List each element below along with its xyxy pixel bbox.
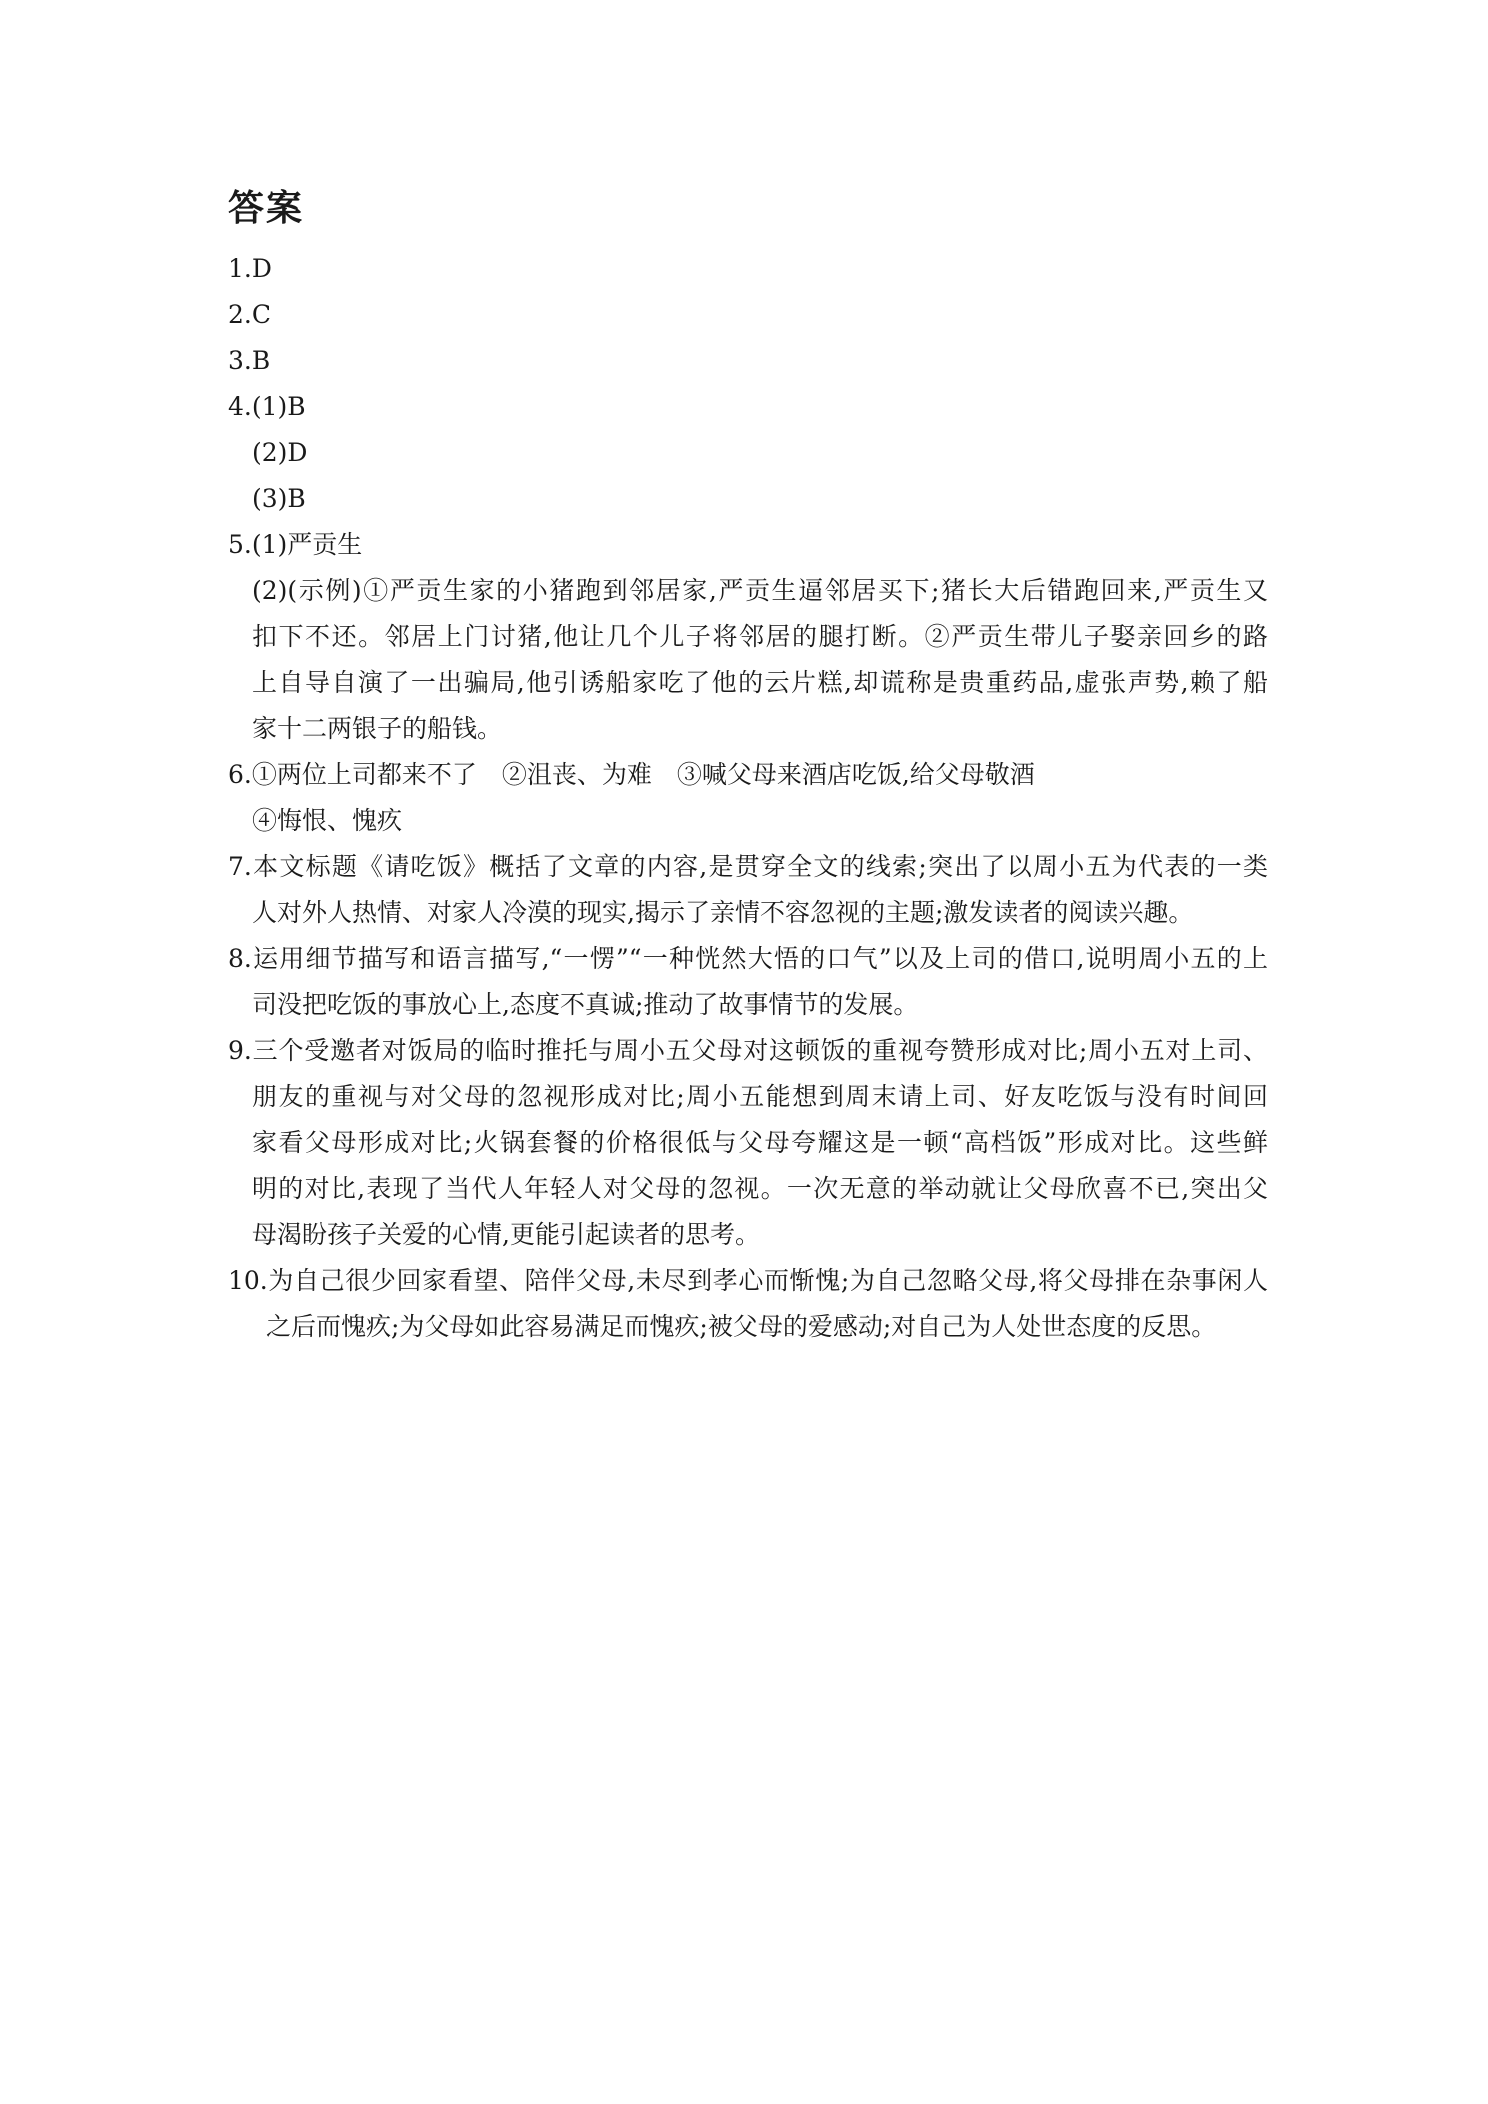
answer-line: 扣下不还。邻居上门讨猪,他让几个儿子将邻居的腿打断。②严贡生带儿子娶亲回乡的路 [252, 622, 1268, 651]
answer-line: 母渴盼孩子关爱的心情,更能引起读者的思考。 [252, 1220, 760, 1249]
answer-9 [228, 1028, 1268, 1258]
answer-line: ④悔恨、愧疚 [252, 806, 403, 835]
answer-line: 人对外人热情、对家人冷漠的现实,揭示了亲情不容忽视的主题;激发读者的阅读兴趣。 [252, 898, 1194, 927]
answer-line: 10.为自己很少回家看望、陪伴父母,未尽到孝心而惭愧;为自己忽略父母,将父母排在杂事闲人 [228, 1266, 1268, 1295]
answer-line: 司没把吃饭的事放心上,态度不真诚;推动了故事情节的发展。 [252, 990, 919, 1019]
answer-line: 家看父母形成对比;火锅套餐的价格很低与父母夸耀这是一顿“高档饭”形成对比。这些鲜 [252, 1128, 1268, 1157]
answer-line: 家十二两银子的船钱。 [252, 714, 503, 743]
answer-4-part-2: (2)D [252, 438, 308, 467]
answer-line: 9.三个受邀者对饭局的临时推托与周小五父母对这顿饭的重视夸赞形成对比;周小五对上司、 [228, 1036, 1268, 1065]
answer-line: (2)(示例)①严贡生家的小猪跑到邻居家,严贡生逼邻居买下;猪长大后错跑回来,严贡生又 [252, 576, 1268, 605]
answer-10 [228, 1258, 1268, 1350]
answer-3: 3.B [228, 346, 271, 375]
answer-list [228, 246, 1268, 1350]
answer-line: 明的对比,表现了当代人年轻人对父母的忽视。一次无意的举动就让父母欣喜不已,突出父 [252, 1174, 1268, 1203]
answer-1: 1.D [228, 254, 272, 283]
answer-6 [228, 752, 1268, 844]
answer-4-part-1: 4.(1)B [228, 392, 306, 421]
answer-7 [228, 844, 1268, 936]
answer-4-part-3: (3)B [252, 484, 306, 513]
answer-line: 8.运用细节描写和语言描写,“一愣”“一种恍然大悟的口气”以及上司的借口,说明周小五的上 [228, 944, 1268, 973]
answer-2: 2.C [228, 300, 271, 329]
answer-5-part-2 [228, 568, 1268, 752]
answer-line: 6.①两位上司都来不了 ②沮丧、为难 ③喊父母来酒店吃饭,给父母敬酒 [228, 760, 1035, 789]
answer-8 [228, 936, 1268, 1028]
page-title: 答案 [228, 188, 305, 229]
answer-5-part-1: 5.(1)严贡生 [228, 530, 363, 559]
answer-line: 之后而愧疚;为父母如此容易满足而愧疚;被父母的爱感动;对自己为人处世态度的反思。 [266, 1312, 1217, 1341]
answer-line: 7.本文标题《请吃饭》概括了文章的内容,是贯穿全文的线索;突出了以周小五为代表的一类 [228, 852, 1268, 881]
answer-line: 上自导自演了一出骗局,他引诱船家吃了他的云片糕,却谎称是贵重药品,虚张声势,赖了船 [252, 668, 1268, 697]
answer-line: 朋友的重视与对父母的忽视形成对比;周小五能想到周末请上司、好友吃饭与没有时间回 [252, 1082, 1268, 1111]
